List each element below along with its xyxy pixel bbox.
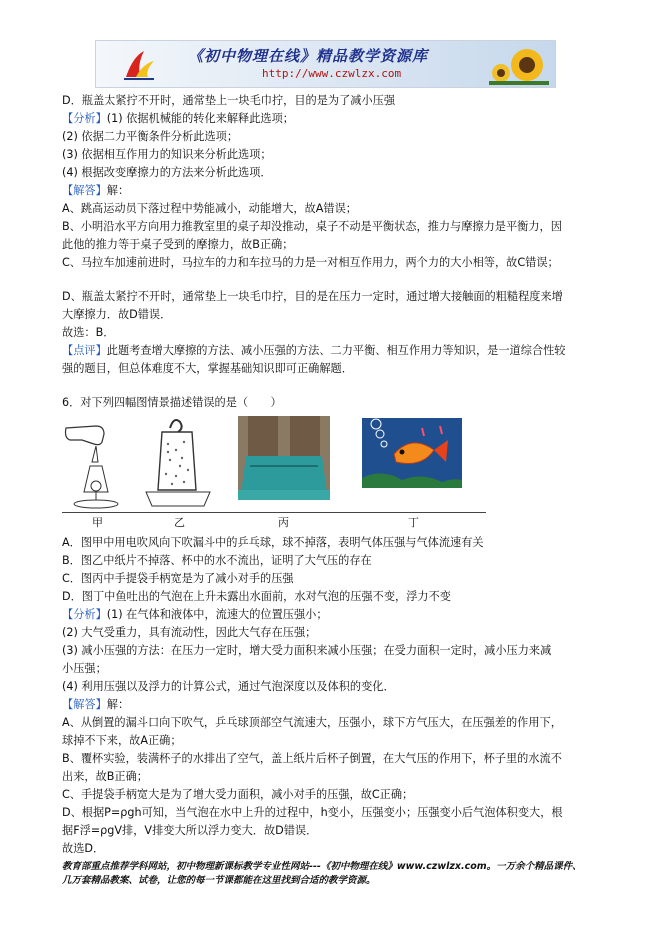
site-logo-icon (122, 47, 156, 81)
option-b: B．图乙中纸片不掉落、杯中的水不流出，证明了大气压的存在 (62, 554, 372, 567)
text-line: B、小明沿水平方向用力推教室里的桌子却没推动，桌子不动是平衡状态，推力与摩擦力是平衡力，因 (62, 220, 562, 233)
figure-label-yi: 乙 (174, 516, 185, 529)
figure-shopping-bag (238, 416, 330, 500)
figure-label-bing: 丙 (278, 516, 289, 529)
answer-tag: 【解答】 (62, 698, 107, 711)
page-footer (62, 860, 607, 888)
text-line: (2) 大气受重力，具有流动性，因此大气存在压强； (62, 626, 317, 639)
text-line: 小压强； (62, 662, 107, 675)
answer-line: 【解答】解： (62, 184, 130, 197)
text-line: 故选D． (62, 842, 105, 855)
text-line: 出来，故B正确； (62, 770, 148, 783)
figure-fish-bubbles (362, 418, 462, 488)
text-line: (4) 利用压强以及浮力的计算公式，通过气泡深度以及体积的变化． (62, 680, 395, 693)
option-c: C．图丙中手提袋手柄宽是为了减小对手的压强 (62, 572, 294, 585)
text-line: 此他的推力等于桌子受到的摩擦力，故B正确； (62, 238, 294, 251)
header-banner (95, 40, 556, 88)
analysis-tag: 【分析】 (62, 608, 107, 621)
text-line: C、马拉车加速前进时，马拉车的力和车拉马的力是一对相互作用力，两个力的大小相等，故C错误； (62, 256, 559, 269)
banner-title: 《初中物理在线》精品教学资源库 (188, 47, 429, 65)
footer-line: 几万套精品教案、试卷，让您的每一节课都能在这里找到合适的教学资源。 (62, 875, 376, 886)
banner-url[interactable]: http://www.czwlzx.com (262, 67, 402, 80)
figure-label-jia: 甲 (92, 516, 103, 529)
text-line: 球掉不下来，故A正确； (62, 734, 182, 747)
figure-label-ding: 丁 (408, 516, 419, 529)
figure-hair-dryer-funnel (62, 418, 132, 510)
text-line: D、根据P=ρgh可知，当气泡在水中上升的过程中，h变小，压强变小；压强变小后气泡体积变大，根 (62, 806, 563, 819)
text-line: A、跳高运动员下落过程中势能减小，动能增大，故A错误； (62, 202, 357, 215)
text-line: D、瓶盖太紧拧不开时，通常垫上一块毛巾拧，目的是在压力一定时，通过增大接触面的粗糙程度来增 (62, 290, 563, 303)
text-line: (4) 根据改变摩擦力的方法来分析此选项． (62, 166, 272, 179)
option-a: A．图甲中用电吹风向下吹漏斗中的乒乓球，球不掉落，表明气体压强与气体流速有关 (62, 536, 484, 549)
text-line: 大摩擦力．故D错误． (62, 308, 172, 321)
text-line: (3) 依据相互作用力的知识来分析此选项； (62, 148, 272, 161)
footer-line: 教育部重点推荐学科网站，初中物理新课标教学专业性网站---《初中物理在线》www.czwlzx.com。一万余个精品课件、 (62, 861, 582, 872)
comment-tag: 【点评】 (62, 344, 107, 357)
text-line: (2) 依据二力平衡条件分析此选项； (62, 130, 239, 143)
text-line: D．瓶盖太紧拧不开时，通常垫上一块毛巾拧，目的是为了减小压强 (62, 94, 396, 107)
question-figures (62, 414, 602, 534)
analysis-line: 【分析】(1) 依据机械能的转化来解释此选项； (62, 112, 294, 125)
answer-tag: 【解答】 (62, 184, 107, 197)
text-line: 据F浮=ρgV排，V排变大所以浮力变大．故D错误． (62, 824, 318, 837)
sunflower-icon (489, 43, 549, 85)
answer-line: 【解答】解： (62, 698, 130, 711)
question-title: 6．对下列四幅图情景描述错误的是（ ） (62, 396, 282, 409)
text-line: 故选：B． (62, 326, 115, 339)
text-line: B、覆杯实验，装满杯子的水排出了空气，盖上纸片后杯子倒置，在大气压的作用下，杯子里的水流不 (62, 752, 562, 765)
text-line: A、从倒置的漏斗口向下吹气，乒乓球顶部空气流速大，压强小，球下方气压大，在压强差的作用下， (62, 716, 562, 729)
figure-cup-with-paper (140, 414, 216, 514)
option-d: D．图丁中鱼吐出的气泡在上升未露出水面前，水对气泡的压强不变，浮力不变 (62, 590, 451, 603)
analysis-line: 【分析】(1) 在气体和液体中，流速大的位置压强小； (62, 608, 328, 621)
text-line: C、手提袋手柄宽大是为了增大受力面积，减小对手的压强，故C正确； (62, 788, 414, 801)
text-line: 强的题目，但总体难度不大，掌握基础知识即可正确解题． (62, 362, 353, 375)
document-body (62, 92, 602, 858)
text-line: (3) 减小压强的方法：在压力一定时，增大受力面积来减小压强；在受力面积一定时，减小压力来减 (62, 644, 552, 657)
analysis-tag: 【分析】 (62, 112, 107, 125)
comment-line: 【点评】此题考查增大摩擦的方法、减小压强的方法、二力平衡、相互作用力等知识，是一道综合性较 (62, 344, 566, 357)
